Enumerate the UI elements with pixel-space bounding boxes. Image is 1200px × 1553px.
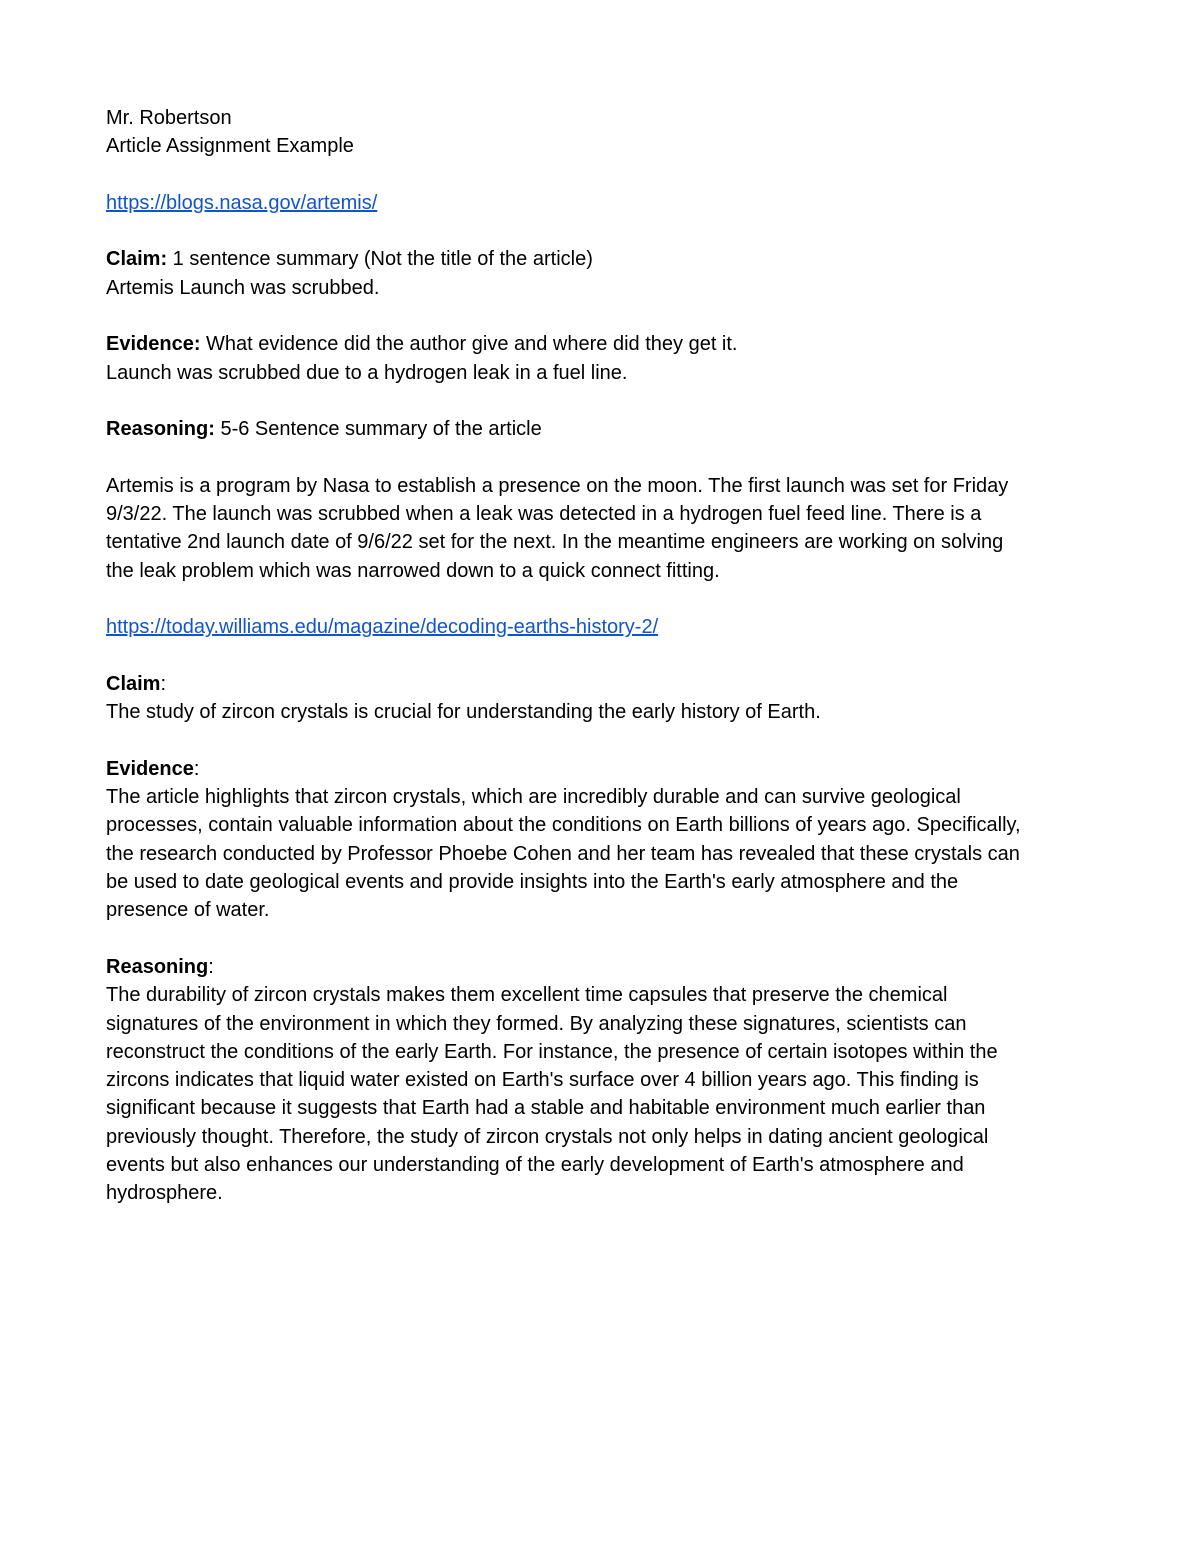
paragraph-line: the research conducted by Professor Phoebe Cohen and her team has revealed that these crystals can (106, 842, 1020, 865)
paragraph-line: previously thought. Therefore, the study of zircon crystals not only helps in dating ancient geological (106, 1125, 989, 1148)
article2-evidence-heading (106, 755, 1106, 783)
spacer (106, 444, 1106, 472)
spacer (106, 642, 1106, 670)
paragraph-line: presence of water. (106, 899, 270, 922)
paragraph-line: hydrosphere. (106, 1182, 223, 1205)
paragraph-line: The durability of zircon crystals makes them excellent time capsules that preserve the chemical (106, 984, 948, 1007)
evidence-colon: : (193, 757, 200, 780)
article2-claim-heading (106, 670, 1106, 698)
article1-claim-text: Artemis Launch was scrubbed. (106, 276, 380, 299)
claim-label: Claim (106, 672, 161, 695)
article2-claim-text: The study of zircon crystals is crucial for understanding the early history of Earth. (106, 701, 821, 724)
paragraph-line: signatures of the environment in which they formed. By analyzing these signatures, scientists can (106, 1012, 967, 1035)
article1-evidence-heading (106, 330, 1106, 358)
reasoning-prompt: 5-6 Sentence summary of the article (214, 418, 542, 441)
spacer (106, 387, 1106, 415)
paragraph-line: be used to date geological events and provide insights into the Earth's early atmosphere and the (106, 871, 959, 894)
evidence-prompt: What evidence did the author give and where did they get it. (200, 333, 738, 356)
article1-evidence-text: Launch was scrubbed due to a hydrogen leak in a fuel line. (106, 361, 628, 384)
reasoning-label: Reasoning (106, 955, 209, 978)
paragraph-line: Artemis is a program by Nasa to establish a presence on the moon. The first launch was set for Friday (106, 474, 1009, 497)
paragraph-line: reconstruct the conditions of the early Earth. For instance, the presence of certain isotopes within the (106, 1040, 998, 1063)
spacer (106, 585, 1106, 613)
spacer (106, 302, 1106, 330)
article1-reasoning-paragraph (106, 472, 1106, 585)
claim-label: Claim: (106, 248, 168, 271)
article1-claim-heading (106, 245, 1106, 273)
spacer (106, 217, 1106, 245)
spacer (106, 727, 1106, 755)
claim-prompt: 1 sentence summary (Not the title of the article) (167, 248, 593, 271)
evidence-label: Evidence (106, 757, 194, 780)
article2-reasoning-heading (106, 953, 1106, 981)
article2-link[interactable]: https://today.williams.edu/magazine/decoding-earths-history-2/ (106, 616, 659, 639)
paragraph-line: processes, contain valuable information about the conditions on Earth billions of years ago. Specifically, (106, 814, 1021, 837)
article2-reasoning-paragraph (106, 981, 1106, 1207)
claim-colon: : (160, 672, 167, 695)
reasoning-colon: : (208, 955, 214, 978)
reasoning-label: Reasoning: (106, 418, 215, 441)
spacer (106, 161, 1106, 189)
article2-evidence-paragraph (106, 783, 1106, 924)
paragraph-line: 9/3/22. The launch was scrubbed when a leak was detected in a hydrogen fuel feed line. There is a (106, 503, 982, 526)
paragraph-line: The article highlights that zircon crystals, which are incredibly durable and can survive geological (106, 786, 961, 809)
paragraph-line: the leak problem which was narrowed down to a quick connect fitting. (106, 559, 720, 582)
evidence-label: Evidence: (106, 333, 201, 356)
article1-reasoning-heading (106, 415, 1106, 443)
paragraph-line: events but also enhances our understanding of the early development of Earth's atmosphere and (106, 1153, 964, 1176)
paragraph-line: zircons indicates that liquid water existed on Earth's surface over 4 billion years ago. This finding is (106, 1069, 979, 1092)
paragraph-line: tentative 2nd launch date of 9/6/22 set for the next. In the meantime engineers are working on solving (106, 531, 1004, 554)
article1-link[interactable]: https://blogs.nasa.gov/artemis/ (106, 191, 378, 214)
paragraph-line: significant because it suggests that Earth had a stable and habitable environment much earlier than (106, 1097, 986, 1120)
document-page (106, 104, 1106, 1208)
spacer (106, 925, 1106, 953)
assignment-title: Article Assignment Example (106, 135, 354, 158)
teacher-name: Mr. Robertson (106, 107, 232, 129)
